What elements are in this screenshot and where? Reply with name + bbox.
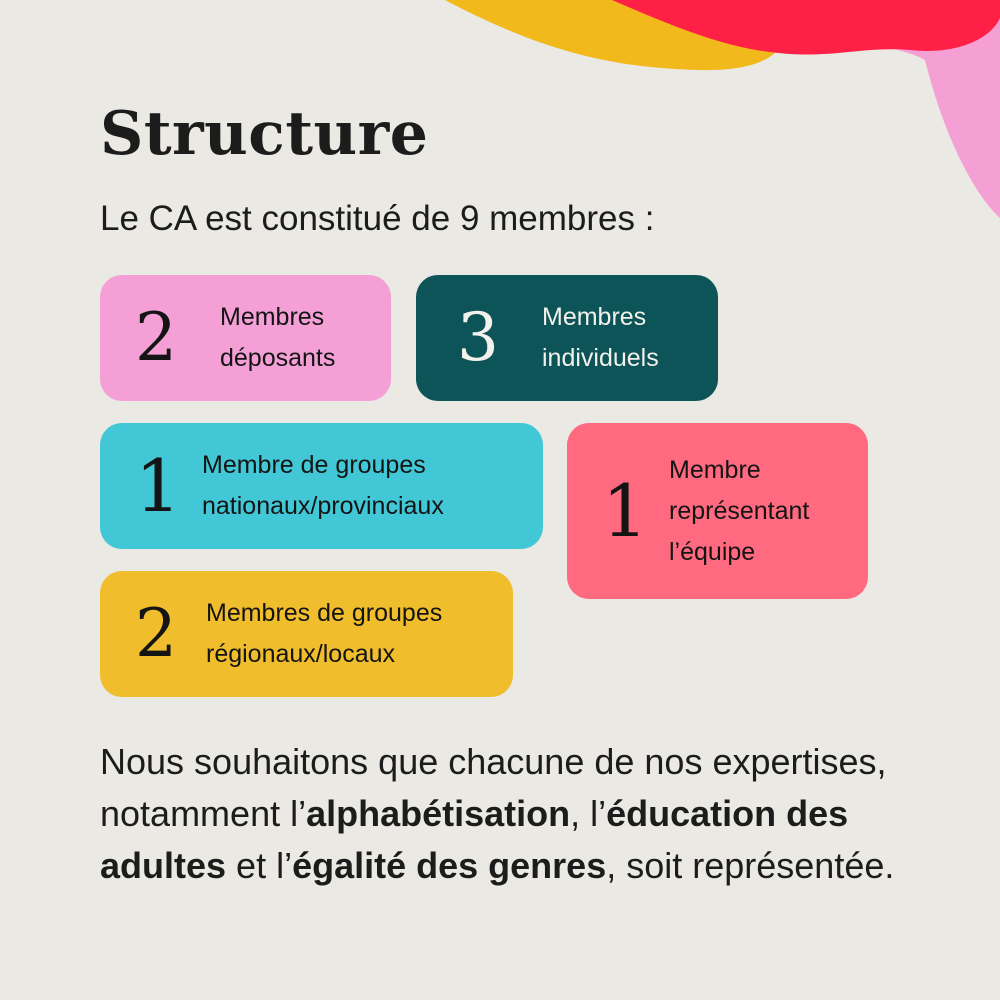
card-membres-individuels xyxy=(416,275,718,401)
paragraph-text: et l’ xyxy=(226,845,293,886)
card-label: Membres déposants xyxy=(220,303,336,372)
card-number: 1 xyxy=(135,444,181,528)
card-groupes-nationaux xyxy=(100,423,543,549)
card-number: 1 xyxy=(602,469,648,553)
paragraph-bold-egalite: égalité des genres xyxy=(292,845,607,886)
pink-blob xyxy=(700,0,1000,218)
paragraph-text: , l’ xyxy=(570,793,607,834)
card-number: 2 xyxy=(135,299,177,376)
paragraph-text: Nous souhaitons que chacune de nos expertises, notamment l’ xyxy=(100,741,887,834)
card-label: Membres de groupes régionaux/locaux xyxy=(206,599,443,668)
card-label: Membre de groupes nationaux/provinciaux xyxy=(202,451,444,520)
mission-paragraph xyxy=(100,736,960,892)
red-blob xyxy=(612,0,1000,55)
paragraph-bold-education: éducation des adultes xyxy=(100,793,849,886)
card-label: Membre représentant l’équipe xyxy=(669,455,810,566)
page-title: Structure xyxy=(100,99,429,169)
card-groupes-regionaux xyxy=(100,571,513,697)
card-representant-equipe xyxy=(567,423,868,599)
paragraph-text: , soit représentée. xyxy=(606,845,895,886)
card-membres-deposants xyxy=(100,275,391,401)
subtitle: Le CA est constitué de 9 membres : xyxy=(100,199,655,238)
paragraph-bold-alphabetisation: alphabétisation xyxy=(306,793,571,834)
card-label: Membres individuels xyxy=(542,303,659,372)
yellow-blob xyxy=(445,0,787,70)
card-number: 3 xyxy=(457,299,499,376)
card-number: 2 xyxy=(135,595,177,672)
